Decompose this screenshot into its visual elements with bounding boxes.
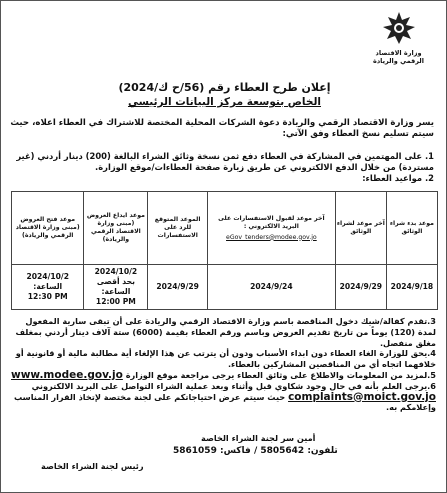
table-values-row [12, 265, 438, 310]
ministry-website-link[interactable]: www.modee.gov.jo [11, 368, 123, 381]
logo-line-2: الرقمي والريادة [373, 57, 424, 65]
table-header: موعد فتح العروض (مبنى وزارة الاقتصاد الرقمي والريادة) [12, 192, 84, 265]
table-header: موعد ايداع العروض (مبنى وزارة الاقتصاد الرقمي والريادة) [84, 192, 148, 265]
announcement-title [1, 81, 447, 109]
ministry-logo [361, 9, 436, 73]
table-header: موعد بدء شراء الوثائق [386, 192, 437, 265]
list-item: 4.يحق للوزارة الغاء العطاء دون ابداء الأسباب ودون أن يترتب عن هذا الإلغاء أية مطالبة مالية أو قانونية أو خلافهما اتجاه أي من المناقصين المشاركين بالعطاء. [15, 348, 436, 370]
table-cell: 2024/10/2 بحد أقصى الساعة: 12:00 PM [84, 265, 148, 310]
contact-numbers: تلفون: 5805642 / فاكس: 5861059 [173, 446, 338, 456]
terms-list [8, 316, 436, 413]
table-cell: 2024/9/29 [148, 265, 208, 310]
intro-paragraph: يسر وزارة الاقتصاد الرقمي والريادة دعوة الشركات المحلية المختصة للاشتراك في العطاء اعلاه، حيث سيتم تسليم نسخ العطاء وفق الآتي: [10, 118, 434, 139]
instructions-list [8, 151, 434, 184]
crown-emblem-icon [379, 9, 419, 49]
table-header: آخر موعد لقبول الاستفسارات على البريد الالكتروني : eGov_tenders@modee.gov.jo [207, 192, 335, 265]
list-item: 3.تقدم كفالة/شيك دخول المناقصة باسم وزارة الاقتصاد الرقمي والريادة على أن تبقى سارية المفعول لمدة (120) يوماً من تاريخ تقديم العروض وباسم ورقم العطاء بقيمة (6000) ستة آلاف دينار أردني بمغلف مغلق منفصل. [15, 316, 436, 348]
table-cell: 2024/9/18 [386, 265, 437, 310]
table-header: الموعد المتوقع للرد على الاستفسارات [148, 192, 208, 265]
table-header-row [12, 192, 438, 265]
secretary-title: أمين سر لجنة الشراء الخاصة [201, 433, 316, 443]
list-item: 1. على المهتمين في المشاركة في العطاء دفع ثمن نسخة وثائق الشراء البالغة (200) دينار أردني (غير مستردة) من خلال الدفع الالكتروني عن طريق زيارة صفحة العطاءات/موقع الوزارة. [16, 151, 434, 172]
complaints-email-link[interactable]: complaints@moict.gov.jo [288, 390, 436, 403]
table-cell: 2024/9/24 [207, 265, 335, 310]
title-line-1: إعلان طرح العطاء رقم (56/ح ك/2024) [118, 81, 331, 94]
table-cell: 2024/9/29 [335, 265, 386, 310]
title-line-2: الخاص بتوسعة مركز البيانات الرئيسي [127, 96, 321, 108]
logo-line-1: وزارة الاقتصاد [375, 49, 422, 57]
tenders-email-link[interactable]: eGov_tenders@modee.gov.jo [226, 233, 317, 241]
list-item: 6.يرجى العلم بأنه في حال وجود شكاوي قبل وأثناء وبعد عملية الشراء التواصل على البريد الالكتروني complaints@moict.gov.jo حيث سيتم عرض احتياجاتكم على لجنة مختصة لإتخاذ القرار المناسب وإعلامكم به. [14, 380, 436, 413]
table-cell: 2024/10/2 الساعة: 12:30 PM [12, 265, 84, 310]
chair-title: رئيس لجنة الشراء الخاصة [41, 461, 144, 471]
list-item: 2. مواعيد العطاء: [362, 173, 434, 183]
tender-dates-table [11, 191, 438, 310]
list-item: 5.لمزيد من المعلومات والاطلاع على وثائق العطاء يرجى مراجعة موقع الوزارة www.modee.gov.jo [11, 368, 436, 381]
table-header: آخر موعد لشراء الوثائق [335, 192, 386, 265]
